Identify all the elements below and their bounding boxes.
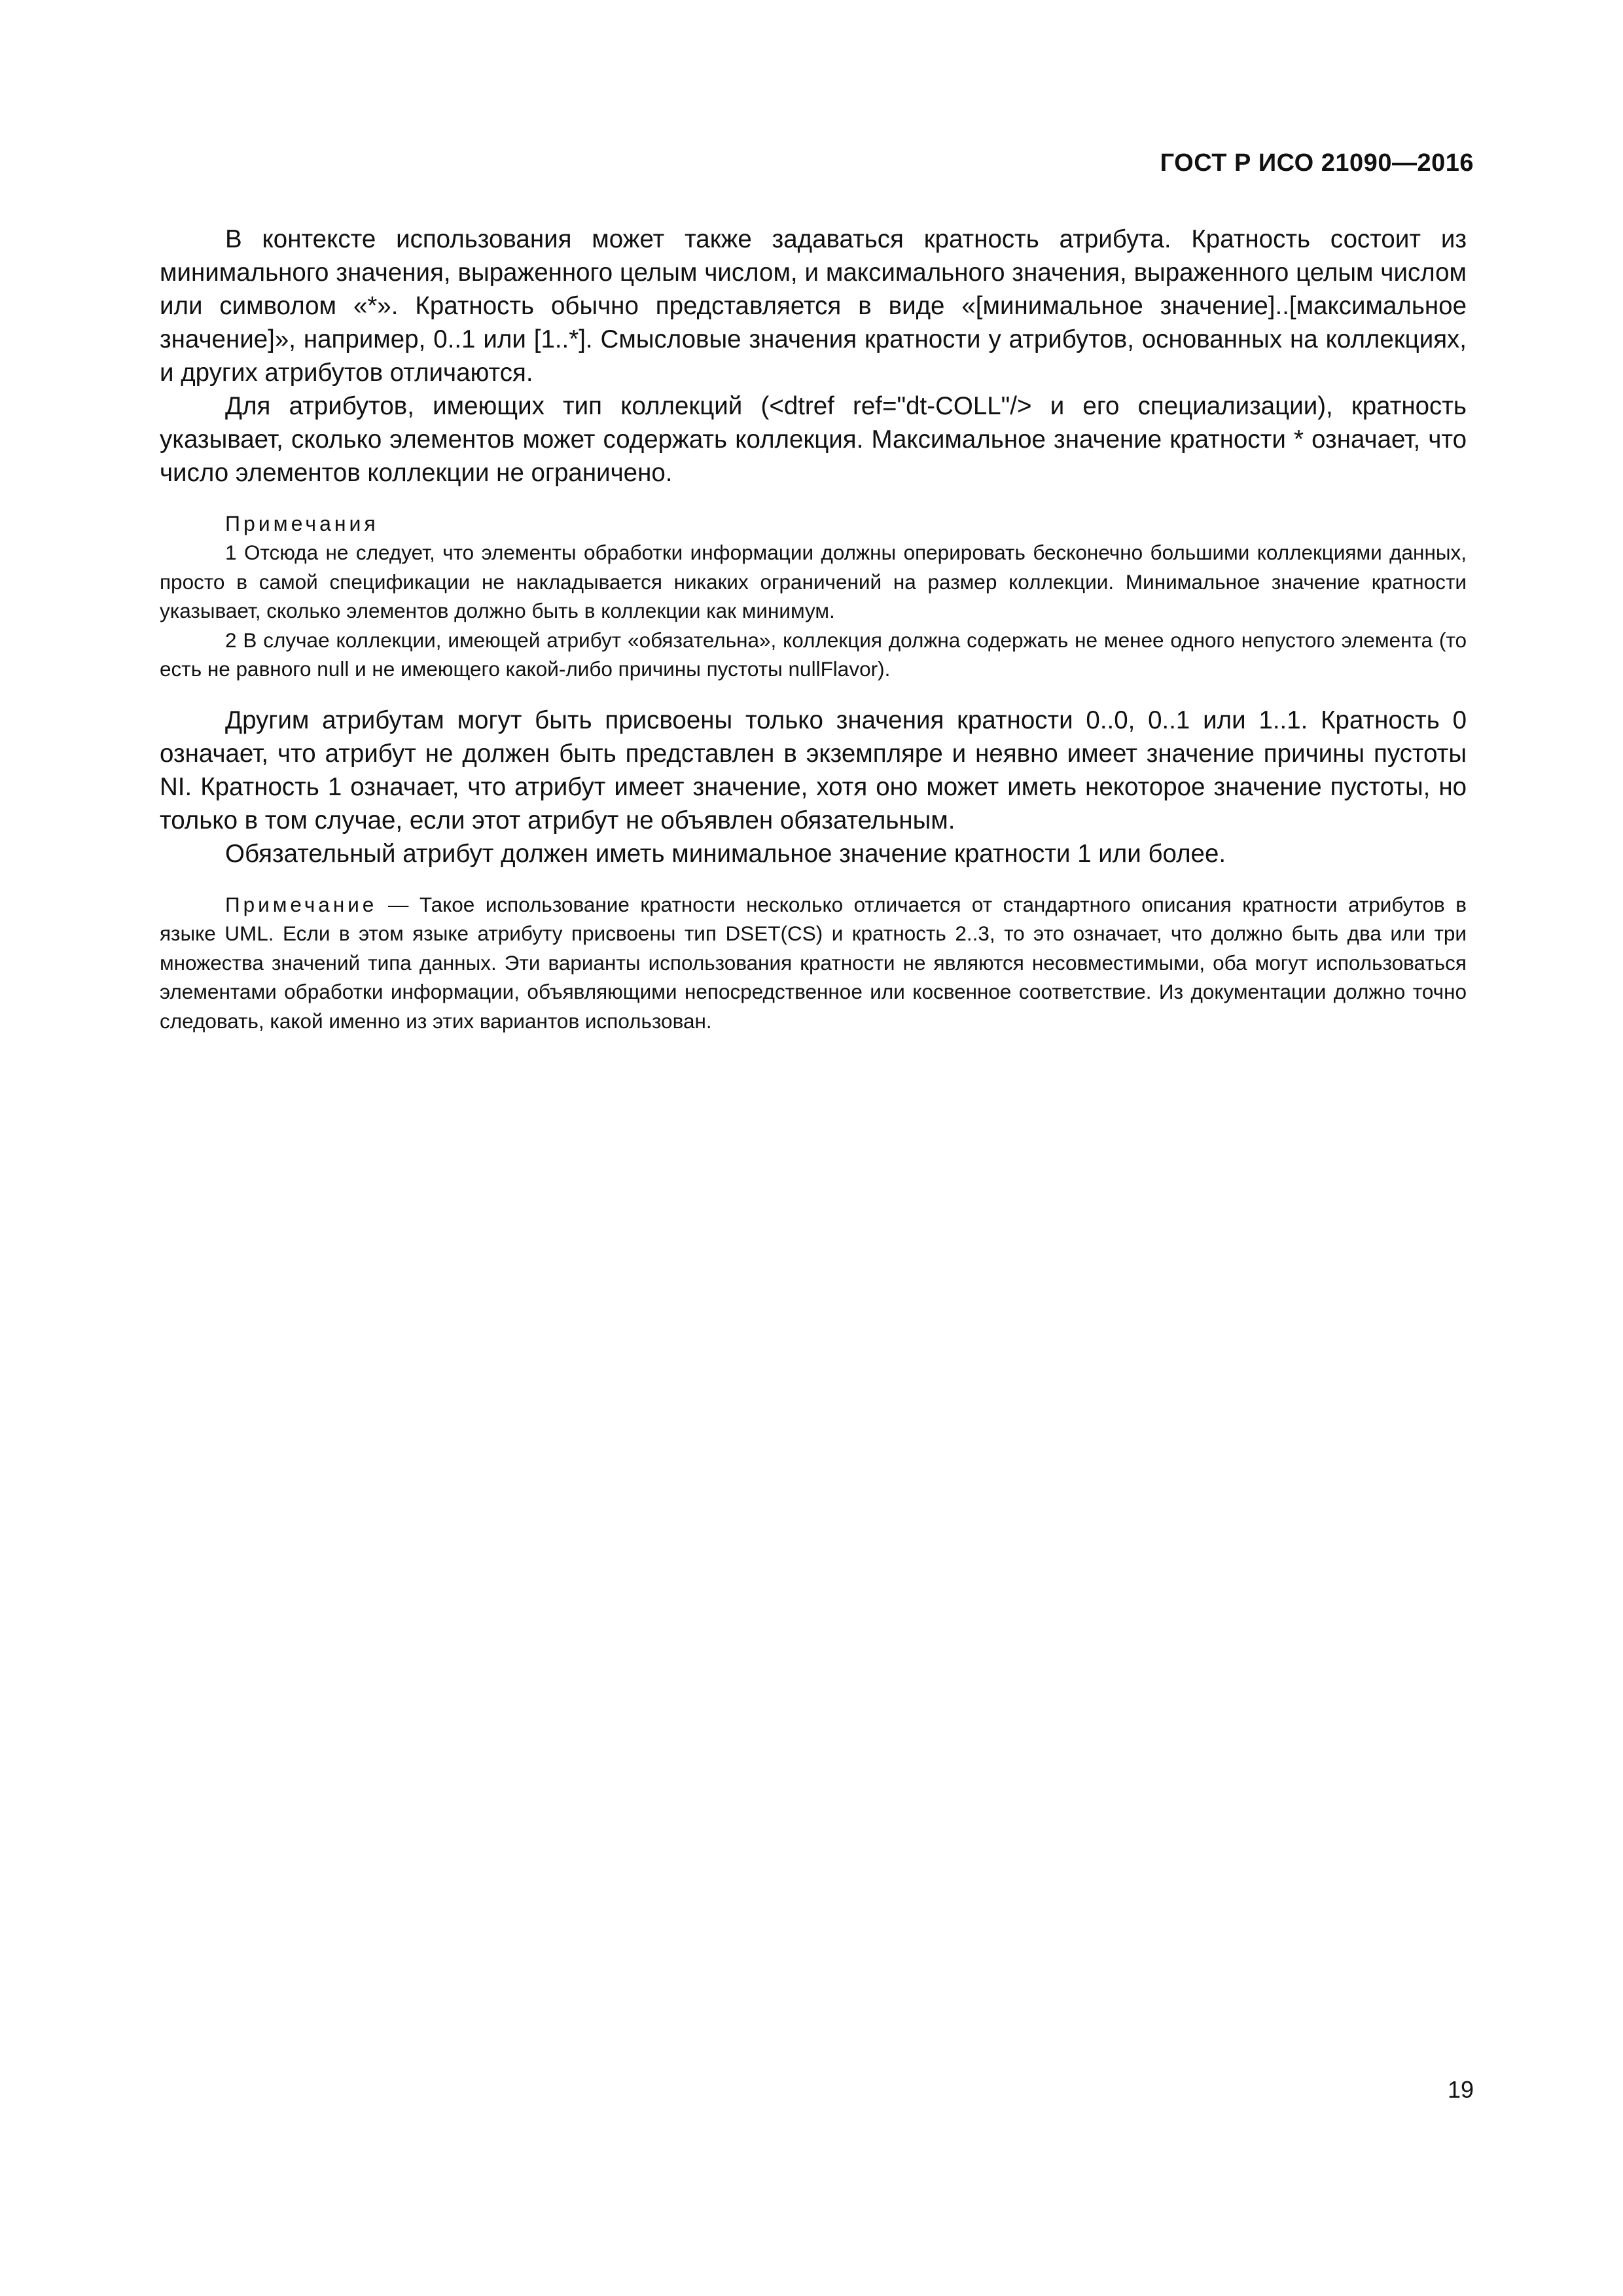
note-text: Такое использование кратности несколько отличается от стандартного описания кратности атрибутов в языке UML. Если в этом языке атрибуту присвоены тип DSET(CS) и кратность 2..3, то это означает, что должно быть два или три множества значений типа данных. Эти варианты использования кратности не являются несовместимыми, оба могут использоваться элементами обработки информации, объявляющими непосредственное или косвенное соответствие. Из документации должно точно следовать, какой именно из этих вариантов использован. xyxy=(160,892,1467,1033)
body-paragraph: Обязательный атрибут должен иметь минимальное значение кратности 1 или более. xyxy=(225,839,1226,868)
note-paragraph: 1 Отсюда не следует, что элементы обработки информации должны оперировать бесконечно большими коллекциями данных, просто в самой спецификации не накладывается никаких ограничений на размер коллекции. Минимальное значение кратности указывает, сколько элементов должно быть в коллекции как минимум. xyxy=(160,541,1467,622)
note-paragraph: 2 В случае коллекции, имеющей атрибут «обязательна», коллекция должна содержать не менее одного непустого элемента (то есть не равного null и не имеющего какой-либо причины пустоты nullFlavor). xyxy=(160,628,1467,681)
body-paragraph: Для атрибутов, имеющих тип коллекций (<dtref ref="dt-COLL"/> и его специализации), кратность указывает, сколько элементов может содержать коллекция. Максимальное значение кратности * означает, что число элементов коллекции не ограничено. xyxy=(160,392,1467,487)
note-paragraph xyxy=(160,890,1467,1036)
page-content xyxy=(160,223,1467,1035)
page-number: 19 xyxy=(1447,2076,1474,2103)
document-header: ГОСТ Р ИСО 21090—2016 xyxy=(1160,149,1474,177)
note-dash: — xyxy=(377,892,419,916)
body-paragraph: В контексте использования может также задаваться кратность атрибута. Кратность состоит из минимального значения, выраженного целым числом, и максимального значения, выраженного целым числом или символом «*». Кратность обычно представляется в виде «[минимальное значение]..[максимальное значение]», например, 0..1 или [1..*]. Смысловые значения кратности у атрибутов, основанных на коллекциях, и других атрибутов отличаются. xyxy=(160,225,1467,387)
notes-title: Примечания xyxy=(225,512,379,535)
body-paragraph: Другим атрибутам могут быть присвоены только значения кратности 0..0, 0..1 или 1..1. Кратность 0 означает, что атрибут не должен быть представлен в экземпляре и неявно имеет значение причины пустоты NI. Кратность 1 означает, что атрибут имеет значение, хотя оно может иметь некоторое значение пустоты, но только в том случае, если этот атрибут не объявлен обязательным. xyxy=(160,706,1467,834)
note-label: Примечание xyxy=(225,892,378,916)
